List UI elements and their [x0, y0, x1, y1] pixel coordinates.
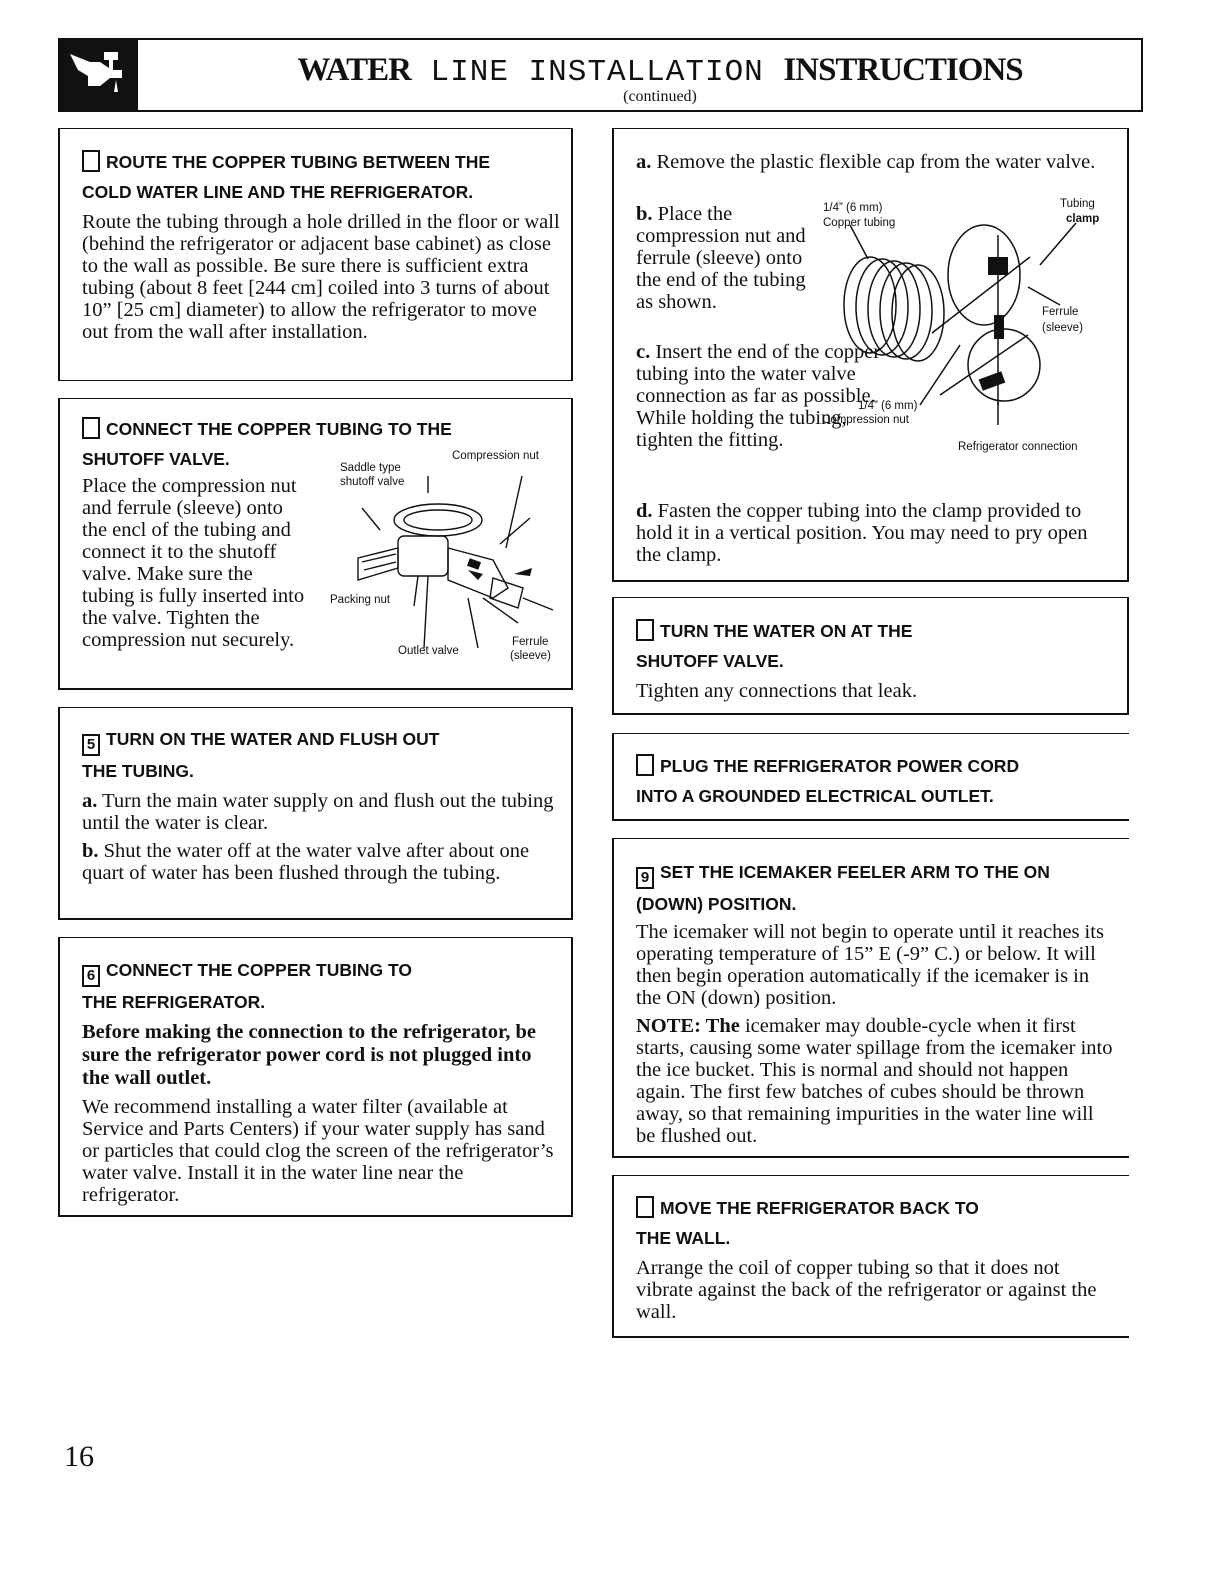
flush-step-b: b. Shut the water off at the water valve after about one quart of water has been flushed through the tubing.: [82, 840, 530, 884]
feeler-heading-line1: SET THE ICEMAKER FEELER ARM TO THE ON: [660, 862, 1050, 882]
label-shutoff-valve: shutoff valve: [340, 476, 405, 488]
fridge-heading-line1: CONNECT THE COPPER TUBING TO: [106, 960, 412, 980]
label-ferrule-sleeve: (sleeve): [1042, 322, 1083, 334]
feeler-note: NOTE: The icemaker may double-cycle when it first starts, causing some water spillage from the icemaker into the ice bucket. This is normal and should not happen again. The first few batches of cubes should be thrown away, so that remaining impurities in the water line will be flushed out.: [636, 1015, 1113, 1147]
label-nut-size: 1/4” (6 mm): [858, 400, 918, 412]
label-compression-nut: Compression nut: [822, 414, 909, 426]
plug-heading-line2: INTO A GROUNDED ELECTRICAL OUTLET.: [636, 786, 994, 806]
flush-heading-line1: TURN ON THE WATER AND FLUSH OUT: [106, 729, 440, 749]
step-number-icon: 9: [636, 867, 654, 889]
fridge-body: We recommend installing a water filter (available at Service and Parts Centers) if your water supply has sand or particles that could clog the screen of the refrigerator’s water valve. Install it in the water line near the refrigerator.: [82, 1096, 554, 1206]
flush-heading-line2: THE TUBING.: [82, 761, 194, 781]
fridge-step-a: a. Remove the plastic flexible cap from the water valve.: [636, 151, 1096, 173]
page-header: [58, 38, 1143, 112]
label-compression-nut: Compression nut: [452, 450, 539, 462]
move-body: Arrange the coil of copper tubing so that it does not vibrate against the back of the refrigerator or against the wall.: [636, 1257, 1097, 1323]
fridge-warning: Before making the connection to the refrigerator, be sure the refrigerator power cord is not plugged into the wall outlet.: [82, 1021, 536, 1089]
water-on-heading-line2: SHUTOFF VALVE.: [636, 651, 784, 671]
flush-step-a: a. Turn the main water supply on and flush out the tubing until the water is clear.: [82, 790, 554, 834]
fridge-step-d: d. Fasten the copper tubing into the clamp provided to hold it in a vertical position. You may need to pry open the clamp.: [636, 500, 1088, 566]
shutoff-heading-line2: SHUTOFF VALVE.: [82, 449, 230, 469]
label-tubing: Tubing: [1060, 198, 1095, 210]
move-heading-line1: MOVE THE REFRIGERATOR BACK TO: [660, 1198, 979, 1218]
checkbox-icon: [636, 619, 654, 641]
label-ferrule: Ferrule: [512, 636, 549, 648]
water-on-body: Tighten any connections that leak.: [636, 680, 918, 702]
move-heading-line2: THE WALL.: [636, 1228, 731, 1248]
label-ferrule: Ferrule: [1042, 306, 1079, 318]
fridge-heading-line2: THE REFRIGERATOR.: [82, 992, 266, 1012]
label-ferrule-sleeve: (sleeve): [510, 650, 551, 662]
route-heading-line1: ROUTE THE COPPER TUBING BETWEEN THE: [106, 152, 491, 172]
shutoff-body: Place the compression nut and ferrule (sleeve) onto the encl of the tubing and connect it to the shutoff valve. Make sure the tubing is fully inserted into the valve. Tighten the compression nut securely.: [82, 475, 305, 651]
step-number-icon: 5: [82, 734, 100, 756]
fridge-step-b: b. Place the compression nut and ferrule (sleeve) onto the end of the tubing as shown.: [636, 203, 806, 313]
page-subtitle: (continued): [623, 88, 697, 105]
label-copper-tubing: Copper tubing: [823, 217, 896, 229]
checkbox-icon: [636, 1196, 654, 1218]
route-heading-line2: COLD WATER LINE AND THE REFRIGERATOR.: [82, 182, 474, 202]
checkbox-icon: [636, 754, 654, 776]
page-number: 16: [64, 1440, 94, 1473]
fridge-step-c: c. Insert the end of the copper tubing into the water valve connection as far as possible. While holding the tubing, tighten the fitting.: [636, 341, 881, 451]
label-packing-nut: Packing nut: [330, 594, 391, 606]
label-outlet-valve: Outlet valve: [398, 645, 459, 657]
step-number-icon: 6: [82, 965, 100, 987]
label-saddle-type: Saddle type: [340, 462, 401, 474]
plug-heading-line1: PLUG THE REFRIGERATOR POWER CORD: [660, 756, 1020, 776]
page-title: WATER LINE INSTALLATION INSTRUCTIONS: [297, 52, 1023, 90]
label-refrigerator-connection: Refrigerator connection: [958, 441, 1078, 453]
shutoff-heading-line1: CONNECT THE COPPER TUBING TO THE: [106, 419, 452, 439]
route-body: Route the tubing through a hole drilled in the floor or wall (behind the refrigerator or adjacent base cabinet) as close to the wall as possible. Be sure there is sufficient extra tubing (about 8 feet [244 cm] coiled into 3 turns of about 10” [25 cm] diameter) to allow the refrigerator to move out from the wall after installation.: [82, 211, 560, 343]
feeler-body: The icemaker will not begin to operate until it reaches its operating temperature of 15” E (-9” C.) or below. It will then begin operation automatically if the icemaker is in the ON (down) position.: [636, 921, 1104, 1009]
checkbox-icon: [82, 150, 100, 172]
water-on-heading-line1: TURN THE WATER ON AT THE: [660, 621, 913, 641]
feeler-heading-line2: (DOWN) POSITION.: [636, 894, 797, 914]
faucet-icon: [60, 40, 138, 110]
label-tubing-size: 1/4” (6 mm): [823, 202, 883, 214]
label-clamp: clamp: [1066, 213, 1100, 225]
checkbox-icon: [82, 417, 100, 439]
